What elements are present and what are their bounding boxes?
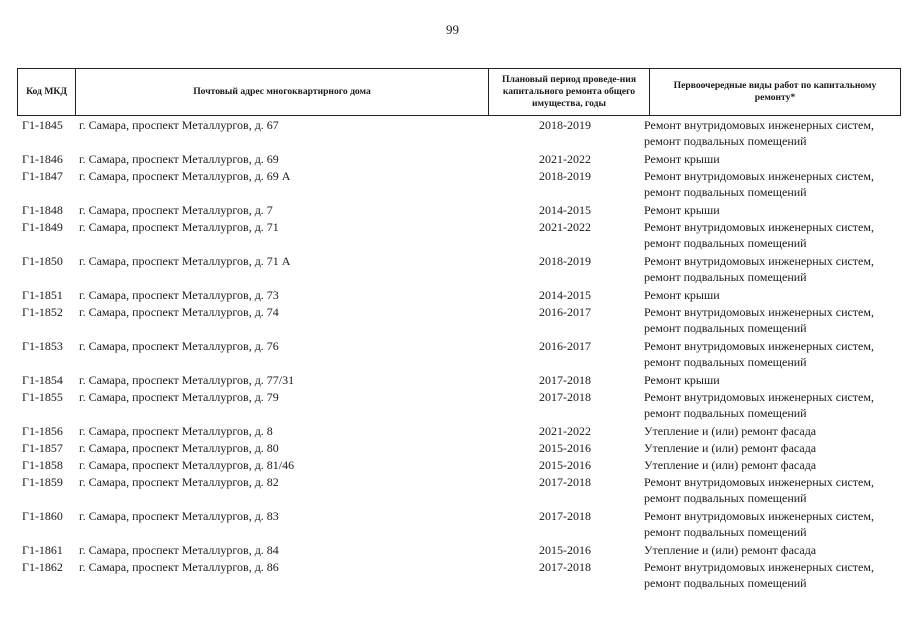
row-address: г. Самара, проспект Металлургов, д. 84 bbox=[79, 543, 279, 557]
row-code: Г1-1856 bbox=[22, 424, 63, 438]
row-works: Ремонт крыши bbox=[644, 203, 720, 217]
row-code: Г1-1853 bbox=[22, 339, 63, 353]
row-period: 2017-2018 bbox=[539, 509, 591, 523]
row-period: 2015-2016 bbox=[539, 441, 591, 455]
row-code: Г1-1860 bbox=[22, 509, 63, 523]
row-period: 2015-2016 bbox=[539, 543, 591, 557]
row-period: 2018-2019 bbox=[539, 254, 591, 268]
row-period: 2015-2016 bbox=[539, 458, 591, 472]
row-code: Г1-1846 bbox=[22, 152, 63, 166]
row-address: г. Самара, проспект Металлургов, д. 69 bbox=[79, 152, 279, 166]
row-works: Утепление и (или) ремонт фасада bbox=[644, 424, 817, 438]
row-works: Ремонт внутридомовых инженерных систем, ремонт подвальных помещений bbox=[644, 169, 874, 199]
row-code: Г1-1848 bbox=[22, 203, 63, 217]
row-works: Ремонт внутридомовых инженерных систем, ремонт подвальных помещений bbox=[644, 475, 874, 505]
row-period: 2018-2019 bbox=[539, 169, 591, 183]
row-works: Утепление и (или) ремонт фасада bbox=[644, 543, 817, 557]
header-address: Почтовый адрес многоквартирного дома bbox=[76, 69, 489, 115]
row-address: г. Самара, проспект Металлургов, д. 86 bbox=[79, 560, 279, 574]
row-period: 2021-2022 bbox=[539, 220, 591, 234]
row-code: Г1-1858 bbox=[22, 458, 63, 472]
row-address: г. Самара, проспект Металлургов, д. 74 bbox=[79, 305, 279, 319]
row-address: г. Самара, проспект Металлургов, д. 69 А bbox=[79, 169, 291, 183]
row-code: Г1-1854 bbox=[22, 373, 63, 387]
header-code: Код МКД bbox=[18, 69, 76, 115]
row-works: Утепление и (или) ремонт фасада bbox=[644, 458, 817, 472]
row-works: Ремонт внутридомовых инженерных систем, ремонт подвальных помещений bbox=[644, 390, 874, 420]
row-period: 2016-2017 bbox=[539, 339, 591, 353]
row-works: Ремонт внутридомовых инженерных систем, ремонт подвальных помещений bbox=[644, 118, 874, 148]
row-code: Г1-1847 bbox=[22, 169, 63, 183]
row-works: Ремонт внутридомовых инженерных систем, ремонт подвальных помещений bbox=[644, 509, 874, 539]
row-period: 2017-2018 bbox=[539, 390, 591, 404]
row-address: г. Самара, проспект Металлургов, д. 7 bbox=[79, 203, 273, 217]
row-works: Ремонт внутридомовых инженерных систем, ремонт подвальных помещений bbox=[644, 560, 874, 590]
row-code: Г1-1855 bbox=[22, 390, 63, 404]
row-works: Утепление и (или) ремонт фасада bbox=[644, 441, 817, 455]
row-works: Ремонт внутридомовых инженерных систем, ремонт подвальных помещений bbox=[644, 254, 874, 284]
row-address: г. Самара, проспект Металлургов, д. 81/46 bbox=[79, 458, 295, 472]
row-works: Ремонт внутридомовых инженерных систем, ремонт подвальных помещений bbox=[644, 305, 874, 335]
row-works: Ремонт крыши bbox=[644, 152, 720, 166]
row-works: Ремонт крыши bbox=[644, 288, 720, 302]
row-period: 2014-2015 bbox=[539, 203, 591, 217]
row-period: 2017-2018 bbox=[539, 373, 591, 387]
row-period: 2016-2017 bbox=[539, 305, 591, 319]
page-number: 99 bbox=[446, 22, 459, 37]
row-address: г. Самара, проспект Металлургов, д. 76 bbox=[79, 339, 279, 353]
row-works: Ремонт внутридомовых инженерных систем, ремонт подвальных помещений bbox=[644, 220, 874, 250]
row-works: Ремонт внутридомовых инженерных систем, ремонт подвальных помещений bbox=[644, 339, 874, 369]
row-address: г. Самара, проспект Металлургов, д. 82 bbox=[79, 475, 279, 489]
row-works: Ремонт крыши bbox=[644, 373, 720, 387]
row-address: г. Самара, проспект Металлургов, д. 77/31 bbox=[79, 373, 295, 387]
row-code: Г1-1851 bbox=[22, 288, 63, 302]
row-code: Г1-1850 bbox=[22, 254, 63, 268]
header-works: Первоочередные виды работ по капитальному ремонту* bbox=[673, 80, 877, 103]
row-address: г. Самара, проспект Металлургов, д. 71 bbox=[79, 220, 279, 234]
row-code: Г1-1861 bbox=[22, 543, 63, 557]
row-period: 2018-2019 bbox=[539, 118, 591, 132]
row-code: Г1-1849 bbox=[22, 220, 63, 234]
row-code: Г1-1859 bbox=[22, 475, 63, 489]
row-address: г. Самара, проспект Металлургов, д. 67 bbox=[79, 118, 279, 132]
row-address: г. Самара, проспект Металлургов, д. 8 bbox=[79, 424, 273, 438]
row-address: г. Самара, проспект Металлургов, д. 79 bbox=[79, 390, 279, 404]
row-period: 2021-2022 bbox=[539, 424, 591, 438]
row-period: 2017-2018 bbox=[539, 475, 591, 489]
row-code: Г1-1845 bbox=[22, 118, 63, 132]
row-period: 2014-2015 bbox=[539, 288, 591, 302]
row-address: г. Самара, проспект Металлургов, д. 71 А bbox=[79, 254, 291, 268]
table-header bbox=[17, 68, 901, 116]
header-period: Плановый период проведе-ния капитального ремонта общего имущества, годы bbox=[489, 69, 650, 115]
row-address: г. Самара, проспект Металлургов, д. 83 bbox=[79, 509, 279, 523]
row-period: 2017-2018 bbox=[539, 560, 591, 574]
row-period: 2021-2022 bbox=[539, 152, 591, 166]
row-address: г. Самара, проспект Металлургов, д. 73 bbox=[79, 288, 279, 302]
row-address: г. Самара, проспект Металлургов, д. 80 bbox=[79, 441, 279, 455]
row-code: Г1-1857 bbox=[22, 441, 63, 455]
row-code: Г1-1862 bbox=[22, 560, 63, 574]
row-code: Г1-1852 bbox=[22, 305, 63, 319]
